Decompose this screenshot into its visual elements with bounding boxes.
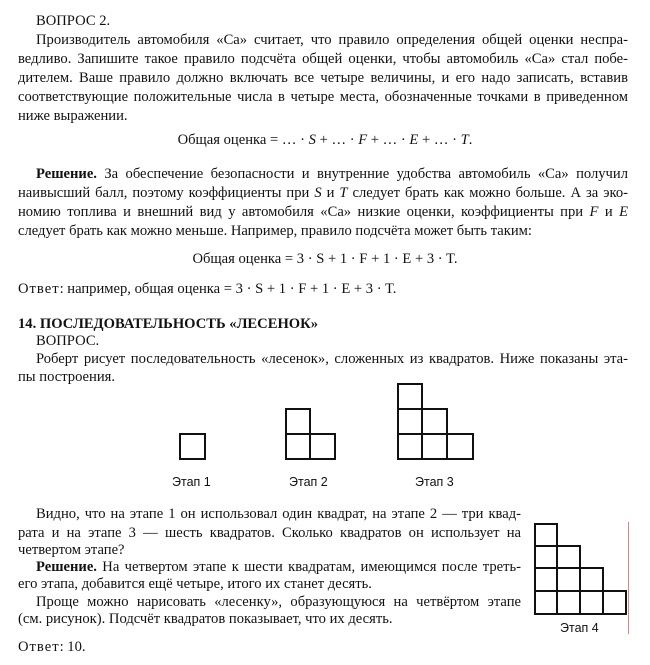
- stage-2-figure: [286, 409, 335, 459]
- margin-rule: [628, 522, 629, 634]
- q2-line-4: соответствующие положительные числа в четыре места, обозначенные точками в приведенном: [18, 89, 628, 105]
- stage-3-label: Этап 3: [415, 475, 454, 489]
- task-14-q-line-2: рата и на этапе 3 — шесть квадратов. Сколько квадратов он использует на: [18, 525, 521, 541]
- task-14-question-heading: ВОПРОС.: [36, 333, 100, 349]
- answer-2: Ответ: например, общая оценка = 3 · S + 1 · F + 1 · E + 3 · T.: [18, 281, 397, 297]
- task-14-solution-line-1: Решение. На четвертом этапе к шести квадратам, имеющимся после треть-: [36, 559, 521, 575]
- solution-2-line-4: следует брать как можно меньше. Например, правило подсчёта может быть таким:: [18, 223, 532, 239]
- solution-label: Решение.: [36, 166, 97, 182]
- solution-2-line-2: наивысший балл, поэтому коэффициенты при S и T следует брать как можно больше. А за эко-: [18, 185, 629, 201]
- q2-line-2: ведливо. Запишите такое правило подсчёта общей оценки, чтобы автомобиль «Ca» стал побе-: [18, 51, 628, 67]
- task-14-q-line-1: Видно, что на этапе 1 он использовал один квадрат, на этапе 2 — три квад-: [36, 506, 521, 522]
- task-14-title: 14. ПОСЛЕДОВАТЕЛЬНОСТЬ «ЛЕСЕНОК»: [18, 316, 319, 332]
- solution-2-line-1: Решение. За обеспечение безопасности и внутренние удобства автомобиль «Ca» получил: [36, 166, 628, 182]
- solution-2-line-3: номию топлива и внешний вид у автомобиля «Ca» низкие оценки, коэффициенты при F и E: [18, 204, 628, 220]
- stage-1-label: Этап 1: [172, 475, 211, 489]
- solution-label: Решение.: [36, 559, 97, 575]
- task-14-solution-line-4: (см. рисунок). Подсчёт квадратов показывает, что их десять.: [18, 611, 393, 627]
- q2-formula: Общая оценка = … · S + … · F + … · E + … · T.: [177, 132, 473, 148]
- answer-14: Ответ: 10.: [18, 639, 86, 655]
- solution-2-formula: Общая оценка = 3 · S + 1 · F + 1 · E + 3 · T.: [192, 251, 458, 267]
- stage-4-figure: [535, 524, 626, 614]
- task-14-line-2: пы построения.: [18, 369, 115, 385]
- q2-line-3: дителем. Ваше правило должно включать все четыре величины, и его надо записать, вставив: [18, 70, 628, 86]
- task-14-q-line-3: четвертом этапе?: [18, 542, 125, 558]
- stage-1-figure: [180, 434, 205, 459]
- stage-4-label: Этап 4: [560, 621, 599, 635]
- question-2-heading: ВОПРОС 2.: [36, 13, 111, 29]
- task-14-solution-line-2: его этапа, добавится ещё четыре, итого их станет десять.: [18, 576, 372, 592]
- task-14-line-1: Роберт рисует последовательность «лесенок», сложенных из квадратов. Ниже показаны эта-: [36, 351, 628, 367]
- stage-3-figure: [398, 384, 473, 459]
- task-14-solution-line-3: Проще можно нарисовать «лесенку», образующуюся на четвёртом этапе: [36, 594, 521, 610]
- q2-line-5: ниже выражении.: [18, 108, 128, 124]
- stage-2-label: Этап 2: [289, 475, 328, 489]
- q2-line-1: Производитель автомобиля «Ca» считает, что правило определения общей оценки неспра-: [36, 32, 628, 48]
